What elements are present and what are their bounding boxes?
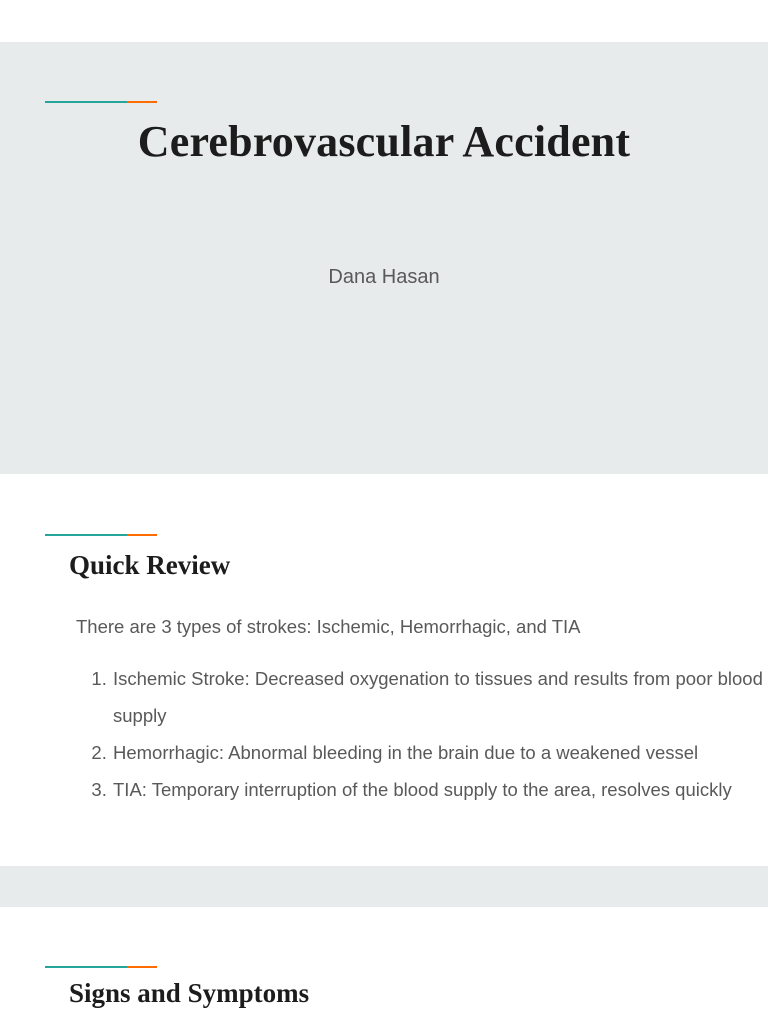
accent-line-teal: [45, 534, 127, 536]
list-item: 2. Hemorrhagic: Abnormal bleeding in the brain due to a weakened vessel: [112, 734, 768, 771]
list-item: 3. TIA: Temporary interruption of the blood supply to the area, resolves quickly: [112, 771, 768, 808]
accent-line-orange: [127, 534, 157, 536]
accent-line-teal: [45, 101, 127, 103]
accent-line-orange: [127, 101, 157, 103]
accent-line: [45, 966, 157, 968]
accent-line: [45, 534, 157, 536]
accent-line: [45, 101, 157, 103]
quick-review-slide: [0, 474, 768, 866]
intro-text: There are 3 types of strokes: Ischemic, Hemorrhagic, and TIA: [76, 616, 581, 637]
signs-symptoms-slide: [0, 907, 768, 1024]
stroke-types-list: [76, 660, 768, 808]
list-item: 1. Ischemic Stroke: Decreased oxygenation to tissues and results from poor blood supply: [112, 660, 768, 734]
presentation-title: Cerebrovascular Accident: [137, 117, 631, 166]
slide-divider-band: [0, 866, 768, 907]
slide-heading: Quick Review: [69, 550, 231, 580]
accent-line-orange: [127, 966, 157, 968]
title-slide: [0, 42, 768, 474]
slide-heading: Signs and Symptoms: [69, 978, 310, 1008]
accent-line-teal: [45, 966, 127, 968]
author-name: Dana Hasan: [328, 266, 440, 288]
